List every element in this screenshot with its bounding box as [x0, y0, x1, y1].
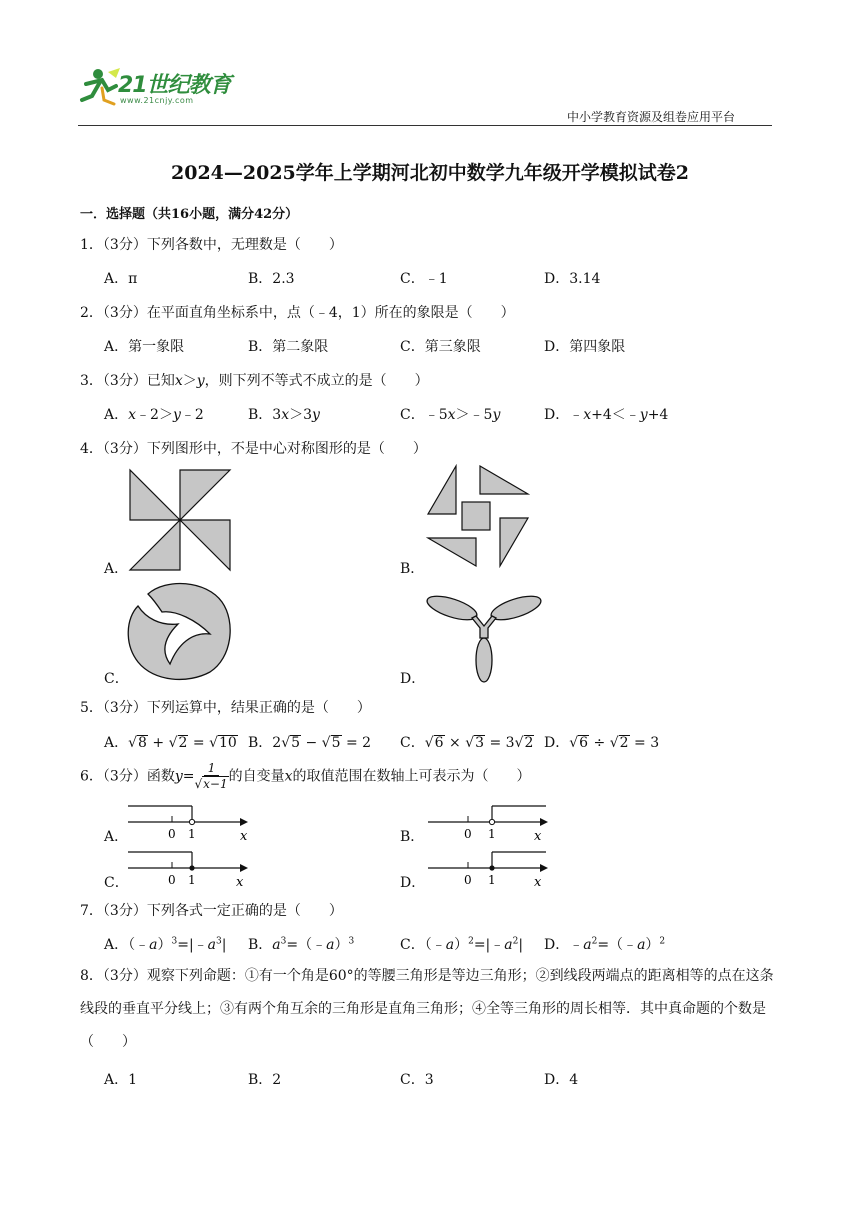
question-2-stem: 2．（3分）在平面直角坐标系中，点（﹣4，1）所在的象限是（ ）	[80, 305, 515, 321]
q5-option-d: D．√6 ÷ √2 = 3	[544, 735, 660, 751]
question-8-stem: 8．（3分）观察下列命题：①有一个角是60°的等腰三角形是等边三角形；②到线段两端点的距离相等的点在这条线段的垂直平分线上；③有两个角互余的三角形是直角三角形；④全等三角形的周长相等．其中真命题的个数是（ ）	[80, 968, 774, 1050]
tick-label-1: 1	[188, 873, 196, 887]
logo-url: www.21cnjy.com	[120, 96, 194, 105]
q1-option-c: C．﹣1	[400, 271, 448, 287]
q7-option-c: C．$(﹣a)^2=|﹣a^2|$	[400, 936, 524, 953]
q3-option-c: C．﹣5x＞﹣5y	[400, 407, 501, 423]
q4-option-d: D．	[400, 671, 426, 687]
q5-option-b: B．2√5 − √5 = 2	[248, 735, 372, 751]
question-4-stem: 4．（3分）下列图形中，不是中心对称图形的是（ ）	[80, 441, 427, 457]
page-title: 2024—2025学年上学期河北初中数学九年级开学模拟试卷2	[171, 162, 689, 184]
q6-option-d: D．	[400, 875, 426, 891]
q1-option-a: A．π	[104, 271, 138, 287]
question-5-stem: 5．（3分）下列运算中，结果正确的是（ ）	[80, 700, 371, 716]
tick-label-1: 1	[188, 827, 196, 841]
q2-option-b: B．第二象限	[248, 339, 329, 355]
q6-option-a: A．	[104, 829, 129, 845]
tick-label-1: 1	[488, 873, 496, 887]
q5-option-a: A．√8 + √2 = √10	[104, 735, 237, 751]
pinwheel-figure	[128, 468, 232, 572]
q2-option-a: A．第一象限	[104, 339, 185, 355]
runner-logo-icon	[78, 66, 120, 106]
q5-option-c: C．√6 × √3 = 3√2	[400, 735, 534, 751]
q3-option-b: B．3x＞3y	[248, 407, 320, 423]
q4-option-b: B．	[400, 561, 425, 577]
question-7-stem: 7．（3分）下列各式一定正确的是（ ）	[80, 903, 343, 919]
q2-option-c: C．第三象限	[400, 339, 481, 355]
q2-option-d: D．第四象限	[544, 339, 626, 355]
logo	[78, 66, 248, 116]
number-line-c	[124, 846, 254, 890]
q6-option-b: B．	[400, 829, 425, 845]
number-line-a	[124, 800, 254, 844]
q4-option-a: A．	[104, 561, 129, 577]
tick-label-0: 0	[464, 873, 472, 887]
number-line-b	[424, 800, 554, 844]
tick-label-0: 0	[168, 873, 176, 887]
number-line-d	[424, 846, 554, 890]
three-petal-figure	[424, 588, 544, 684]
header-divider	[78, 125, 772, 126]
q7-option-a: A．$(﹣a)^3=|﹣a^3|$	[104, 936, 227, 953]
q8-option-d: D．4	[544, 1072, 579, 1088]
q1-option-d: D．3.14	[544, 271, 601, 287]
question-1-stem: 1．（3分）下列各数中，无理数是（ ）	[80, 237, 343, 253]
q8-option-a: A．1	[104, 1072, 138, 1088]
q6-option-c: C．	[104, 875, 129, 891]
q4-option-c: C．	[104, 671, 129, 687]
axis-var: x	[240, 829, 248, 844]
axis-var: x	[534, 829, 542, 844]
logo-title: 21世纪教育	[118, 73, 231, 98]
q3-option-d: D．﹣x+4＜﹣y+4	[544, 407, 669, 423]
crescent-circle-figure	[126, 578, 234, 682]
q1-option-b: B．2.3	[248, 271, 295, 287]
q7-option-d: D．$﹣a^2=(﹣a)^2$	[544, 936, 666, 953]
axis-var: x	[236, 875, 244, 890]
section-heading: 一．选择题（共16小题，满分42分）	[80, 207, 299, 222]
q7-option-b: B．$a^3=(﹣a)^3$	[248, 936, 355, 953]
question-3-stem: 3．（3分）已知x＞y，则下列不等式不成立的是（ ）	[80, 373, 429, 389]
platform-name: 中小学教育资源及组卷应用平台	[566, 110, 735, 124]
question-6-stem: 6．（3分）函数y= $\frac{1}{√x-1}$ 的自变量x的取值范围在数轴上可表示为（ ）	[80, 761, 531, 791]
q8-option-b: B．2	[248, 1072, 282, 1088]
axis-var: x	[534, 875, 542, 890]
q8-option-c: C．3	[400, 1072, 434, 1088]
tick-label-0: 0	[464, 827, 472, 841]
q3-option-a: A．x﹣2＞y﹣2	[104, 407, 204, 423]
tick-label-1: 1	[488, 827, 496, 841]
tick-label-0: 0	[168, 827, 176, 841]
triangles-square-figure	[426, 464, 530, 568]
